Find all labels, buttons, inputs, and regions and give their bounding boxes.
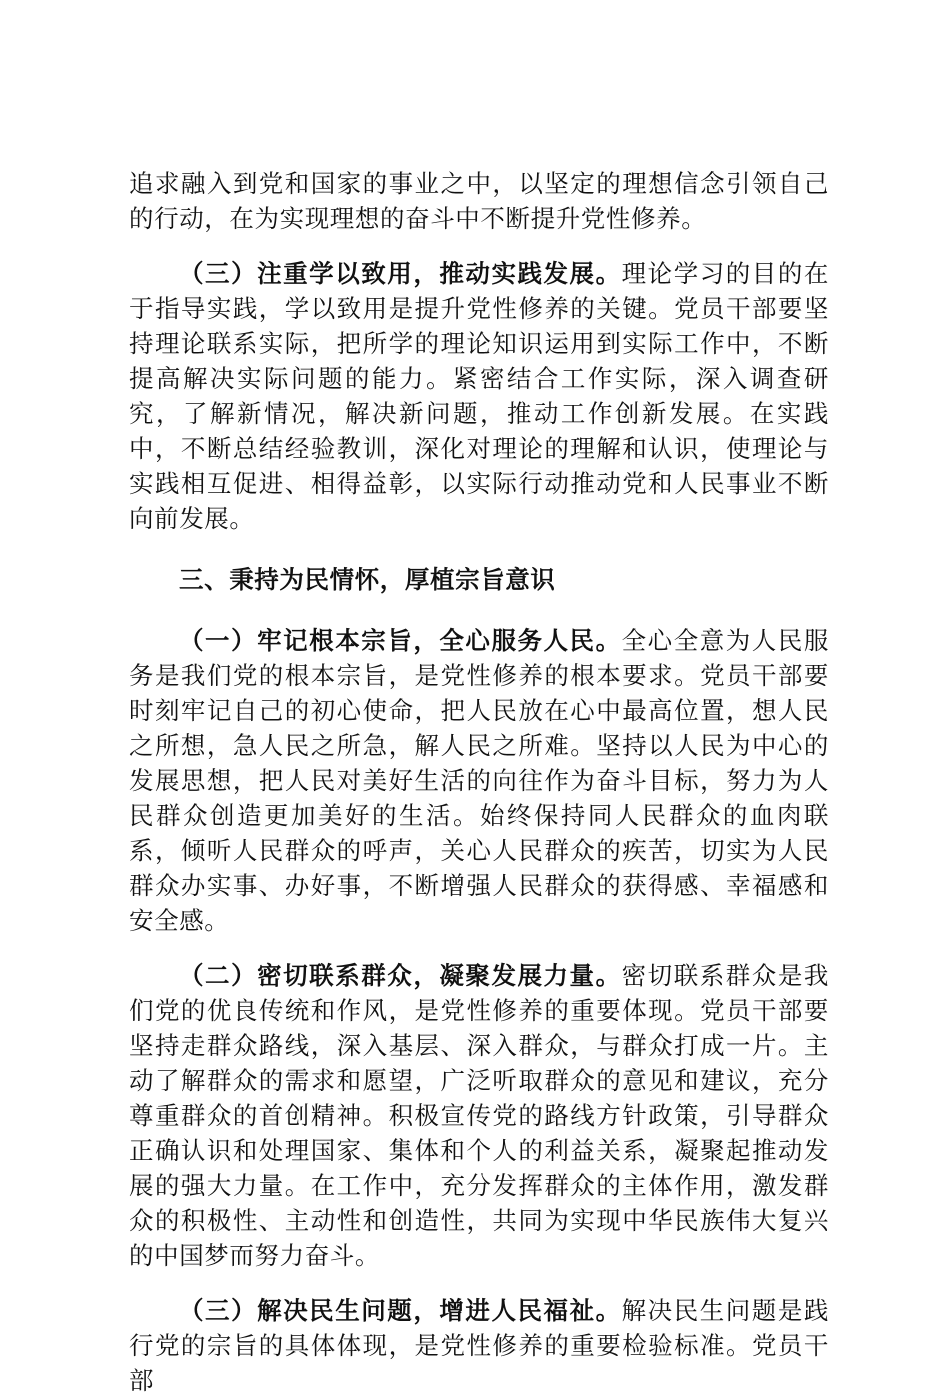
paragraph-continuation [129, 166, 829, 236]
paragraph-practice [129, 256, 829, 536]
paragraph-lead: （一）牢记根本宗旨，全心服务人民。 [179, 626, 622, 655]
paragraph-lead: （三）解决民生问题，增进人民福祉。 [179, 1296, 622, 1325]
paragraph-livelihood [129, 1293, 829, 1398]
paragraph-text: 解决民生问题是践行党的宗旨的具体体现，是党性修养的重要检验标准。党员干部 [129, 1296, 829, 1395]
paragraph-text: 理论学习的目的在于指导实践，学以致用是提升党性修养的关键。党员干部要坚持理论联系实际，把所学的理论知识运用到实际工作中，不断提高解决实际问题的能力。紧密结合工作实际，深入调查研究，了解新情况，解决新问题，推动工作创新发展。在实践中，不断总结经验教训，深化对理论的理解和认识，使理论与实践相互促进、相得益彰，以实际行动推动党和人民事业不断向前发展。 [129, 259, 829, 533]
paragraph-lead: （二）密切联系群众，凝聚发展力量。 [179, 961, 622, 990]
paragraph-text: 全心全意为人民服务是我们党的根本宗旨，是党性修养的根本要求。党员干部要时刻牢记自己的初心使命，把人民放在心中最高位置，想人民之所想，急人民之所急，解人民之所难。坚持以人民为中心的发展思想，把人民对美好生活的向往作为奋斗目标，努力为人民群众创造更加美好的生活。始终保持同人民群众的血肉联系，倾听人民群众的呼声，关心人民群众的疾苦，切实为人民群众办实事、办好事，不断增强人民群众的获得感、幸福感和安全感。 [129, 626, 829, 935]
paragraph-contact-masses [129, 958, 829, 1273]
document-page [129, 166, 829, 1398]
paragraph-text: 追求融入到党和国家的事业之中，以坚定的理想信念引领自己的行动，在为实现理想的奋斗中不断提升党性修养。 [129, 169, 829, 233]
paragraph-text: 密切联系群众是我们党的优良传统和作风，是党性修养的重要体现。党员干部要坚持走群众路线，深入基层、深入群众，与群众打成一片。主动了解群众的需求和愿望，广泛听取群众的意见和建议，充分尊重群众的首创精神。积极宣传党的路线方针政策，引导群众正确认识和处理国家、集体和个人的利益关系，凝聚起推动发展的强大力量。在工作中，充分发挥群众的主体作用，激发群众的积极性、主动性和创造性，共同为实现中华民族伟大复兴的中国梦而努力奋斗。 [129, 961, 829, 1270]
section-heading: 三、秉持为民情怀，厚植宗旨意识 [179, 565, 556, 594]
paragraph-serve-people [129, 623, 829, 938]
paragraph-lead: （三）注重学以致用，推动实践发展。 [179, 259, 622, 288]
